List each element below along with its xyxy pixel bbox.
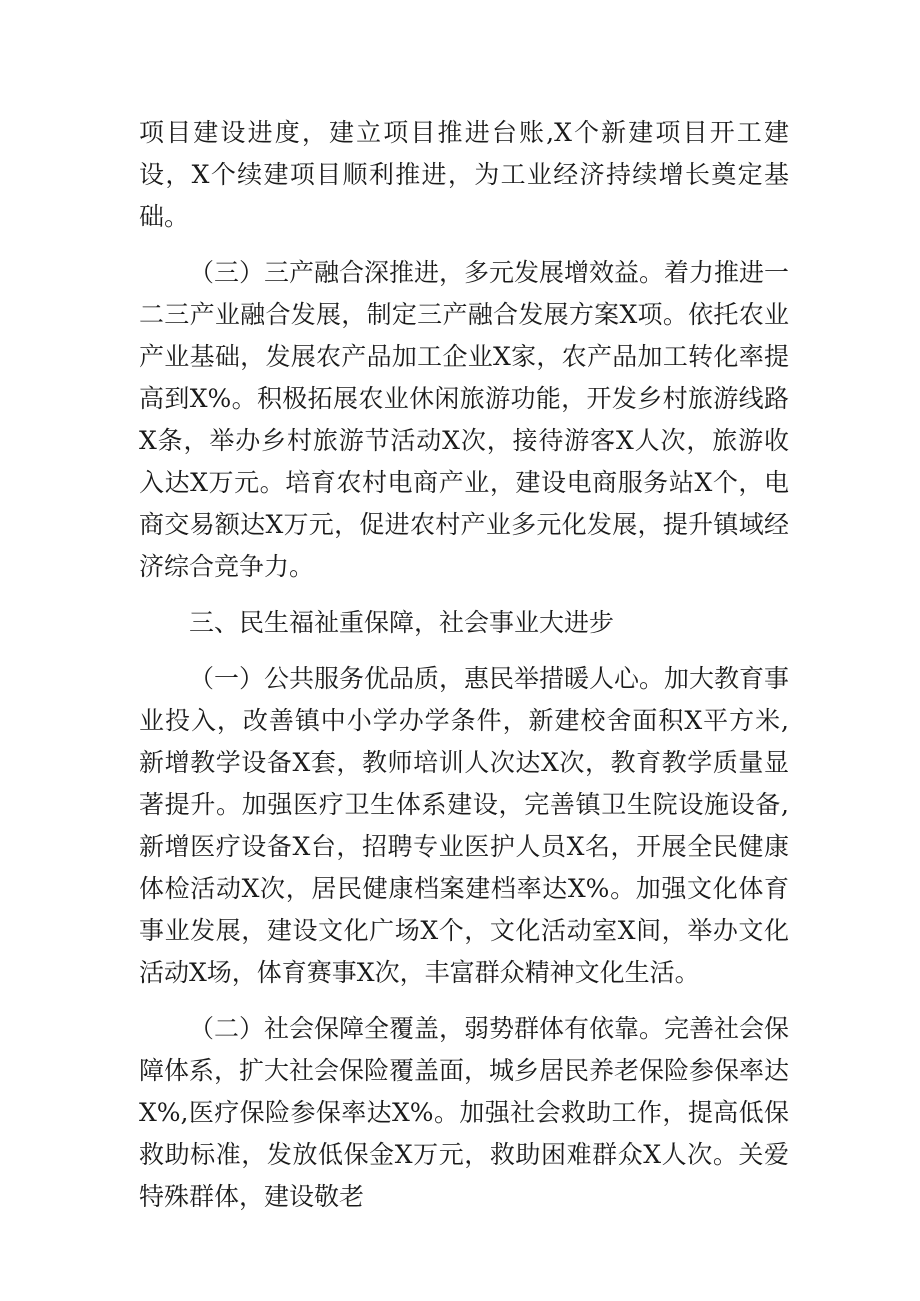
paragraph-public-services: （一）公共服务优品质，惠民举措暖人心。加大教育事业投入，改善镇中小学办学条件，新建校舍面积X平方米,新增教学设备X套，教师培训人次达X次，教育教学质量显著提升。加强医疗卫生体系建设，完善镇卫生院设施设备,新增医疗设备X台，招聘专业医护人员X名，开展全民健康体检活动X次，居民健康档案建档率达X%。加强文化体育事业发展，建设文化广场X个，文化活动室X间，举办文化活动X场，体育赛事X次，丰富群众精神文化生活。 bbox=[139, 664, 790, 987]
section-heading-livelihood: 三、民生福祉重保障，社会事业大进步 bbox=[189, 608, 615, 637]
paragraph-social-security: （二）社会保障全覆盖，弱势群体有依靠。完善社会保障体系，扩大社会保险覆盖面，城乡居民养老保险参保率达X%,医疗保险参保率达X%。加强社会救助工作，提高低保救助标准，发放低保金X万元，救助困难群众X人次。关爱特殊群体，建设敬老 bbox=[139, 1014, 790, 1211]
document-body bbox=[139, 112, 789, 1232]
paragraph-continuation: 项目建设进度，建立项目推进台账,X个新建项目开工建设，X个续建项目顺利推进，为工业经济持续增长奠定基础。 bbox=[139, 118, 789, 231]
paragraph-section-three-integration: （三）三产融合深推进，多元发展增效益。着力推进一二三产业融合发展，制定三产融合发展方案X项。依托农业产业基础，发展农产品加工企业X家，农产品加工转化率提高到X%。积极拓展农业休闲旅游功能，开发乡村旅游线路X条，举办乡村旅游节活动X次，接待游客X人次，旅游收入达X万元。培育农村电商产业，建设电商服务站X个，电商交易额达X万元，促进农村产业多元化发展，提升镇域经济综合竞争力。 bbox=[139, 258, 790, 581]
